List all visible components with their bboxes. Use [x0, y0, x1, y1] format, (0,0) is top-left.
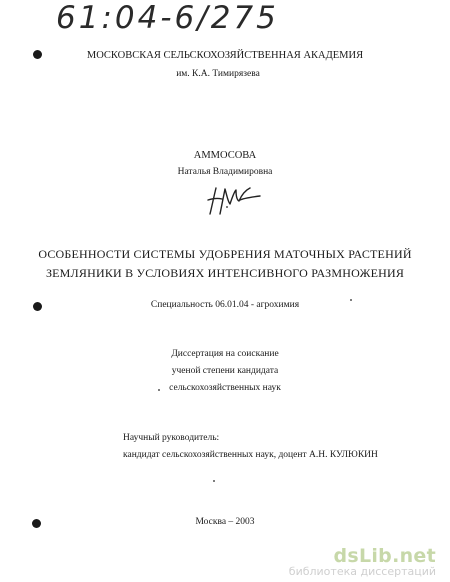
watermark-site: dsLib.net — [333, 545, 436, 567]
signature-icon — [204, 184, 262, 218]
specialty: Специальность 06.01.04 - агрохимия — [150, 300, 300, 310]
scan-speck — [213, 480, 215, 482]
author-name: Наталья Владимировна — [177, 167, 273, 177]
academy-named-after: им. К.А. Тимирязева — [176, 69, 260, 79]
watermark-caption: библиотека диссертаций — [288, 565, 436, 578]
author-surname: АММОСОВА — [193, 150, 257, 161]
scan-speck — [350, 299, 352, 301]
supervisor-label: Научный руководитель: — [123, 433, 220, 443]
watermark — [289, 545, 436, 578]
thesis-title-line-1: ОСОБЕННОСТИ СИСТЕМЫ УДОБРЕНИЯ МАТОЧНЫХ РАСТЕНИЙ — [38, 247, 412, 261]
degree-line-2: ученой степени кандидата — [171, 366, 279, 376]
scan-speck — [158, 389, 160, 391]
academy-name: МОСКОВСКАЯ СЕЛЬСКОХОЗЯЙСТВЕННАЯ АКАДЕМИЯ — [86, 50, 364, 61]
scan-speck — [226, 206, 228, 208]
supervisor-details: кандидат сельскохозяйственных наук, доцент А.Н. КУЛЮКИН — [123, 450, 378, 460]
handwritten-archive-number: 61:04-6/275 — [56, 0, 279, 36]
degree-line-1: Диссертация на соискание — [171, 349, 279, 359]
thesis-title-line-2: ЗЕМЛЯНИКИ В УСЛОВИЯХ ИНТЕНСИВНОГО РАЗМНОЖЕНИЯ — [45, 266, 405, 280]
degree-line-3: сельскохозяйственных наук — [169, 383, 281, 393]
place-and-year: Москва – 2003 — [195, 517, 255, 527]
